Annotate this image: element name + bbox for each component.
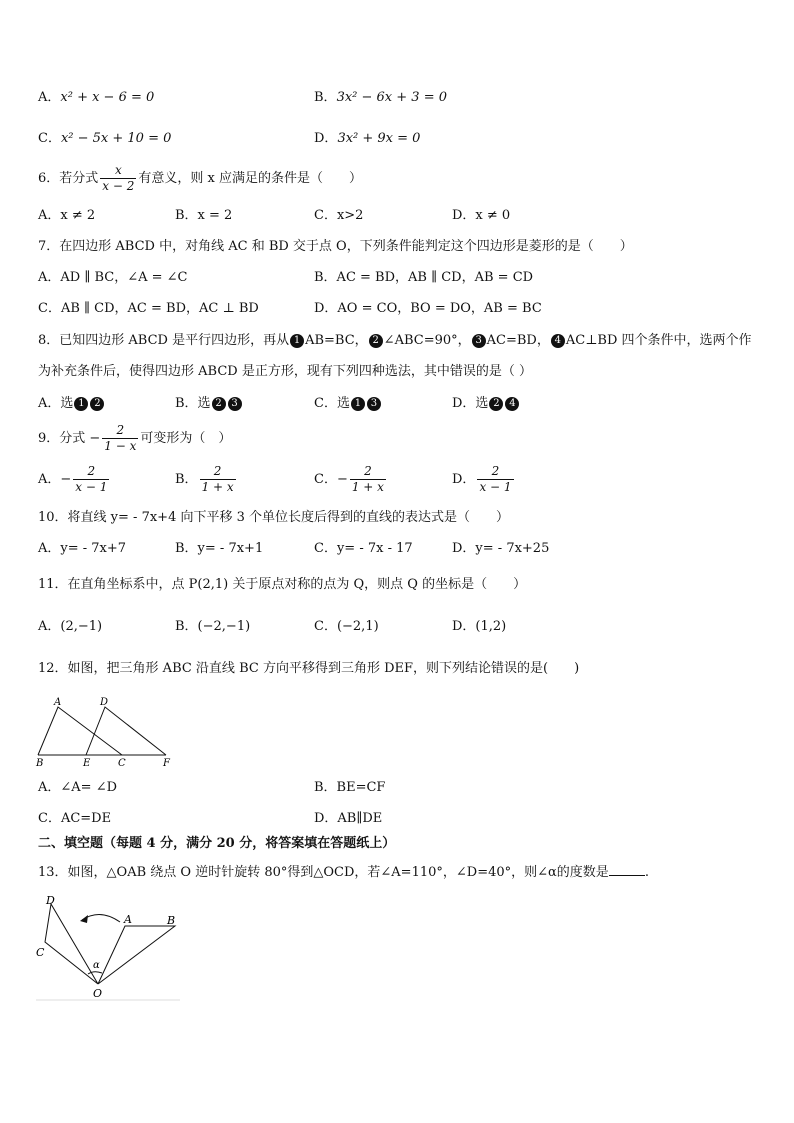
q10-option-b: B．y= - 7x+1 xyxy=(175,541,264,556)
q9-fraction xyxy=(102,423,138,454)
circled-number-2: 2 xyxy=(369,334,383,348)
q11-option-d: D．(1,2) xyxy=(452,619,507,634)
q10-option-a: A．y= - 7x+7 xyxy=(38,541,127,556)
fraction-denominator: 1 − x xyxy=(104,439,137,453)
circled-number: 3 xyxy=(228,397,242,411)
option-label: C．− xyxy=(314,472,348,487)
label-e: E xyxy=(83,758,91,767)
circled-number-3: 3 xyxy=(472,334,486,348)
label-alpha: α xyxy=(93,960,100,971)
q11-option-b: B．(−2,−1) xyxy=(175,619,251,634)
q11-option-c: C．(−2,1) xyxy=(314,619,379,634)
label-c: C xyxy=(118,758,126,767)
option-fraction xyxy=(73,464,109,495)
q6-option-c: C．x>2 xyxy=(314,208,364,223)
q8-option-a xyxy=(38,396,105,412)
q9-stem xyxy=(38,423,231,454)
q6-stem xyxy=(38,163,362,194)
option-expression: 3x² − 6x + 3 = 0 xyxy=(336,90,447,105)
option-expression: x² − 5x + 10 = 0 xyxy=(60,131,172,146)
triangle-def xyxy=(86,707,166,755)
option-expression: x² + x − 6 = 0 xyxy=(60,90,155,105)
circled-number: 4 xyxy=(505,397,519,411)
option-fraction xyxy=(477,464,513,495)
option-label: A． xyxy=(38,90,61,105)
section-heading: 二、填空题（每题 4 分，满分 20 分，将答案填在答题纸上） xyxy=(38,836,396,851)
q5-option-a xyxy=(38,90,154,106)
fraction-denominator: 1 + x xyxy=(201,480,234,494)
q8-option-b xyxy=(175,396,243,412)
q13-rotation-figure xyxy=(34,890,182,1002)
q8-option-c xyxy=(314,396,382,412)
q5-option-c xyxy=(38,131,171,147)
q13-stem xyxy=(38,863,649,881)
option-label: C． xyxy=(38,131,61,146)
q7-option-a: A．AD ∥ BC，∠A = ∠C xyxy=(38,270,188,285)
fraction-numerator: 2 xyxy=(200,464,236,480)
q8-line1-suffix: AC⊥BD 四个条件中，选两个作 xyxy=(565,333,752,348)
fraction-numerator: x xyxy=(100,163,136,179)
q6-stem-suffix: 有意义，则 x 应满足的条件是（ ） xyxy=(138,171,362,186)
label-b: B xyxy=(36,758,44,767)
q9-stem-prefix: 9．分式 − xyxy=(38,431,101,446)
circled-number-1: 1 xyxy=(290,334,304,348)
q13-stem-end: . xyxy=(644,865,649,880)
q8-option-d xyxy=(452,396,520,412)
q9-option-b xyxy=(175,464,238,495)
q12-translation-figure xyxy=(34,695,174,767)
angle-alpha-arc xyxy=(88,972,102,974)
fraction-numerator: 2 xyxy=(102,423,138,439)
circled-number: 2 xyxy=(90,397,104,411)
fraction-denominator: x − 2 xyxy=(102,179,135,193)
circled-number: 2 xyxy=(489,397,503,411)
q7-stem: 7．在四边形 ABCD 中，对角线 AC 和 BD 交于点 O，下列条件能判定这个四边形是菱形的是（ ） xyxy=(38,239,633,254)
option-label: D．选 xyxy=(452,396,489,411)
fraction-denominator: 1 + x xyxy=(351,480,384,494)
circled-number-4: 4 xyxy=(551,334,565,348)
label-c: C xyxy=(36,946,45,959)
option-expression: 3x² + 9x = 0 xyxy=(337,131,421,146)
circled-number: 3 xyxy=(367,397,381,411)
label-b: B xyxy=(167,914,176,927)
circled-number: 1 xyxy=(74,397,88,411)
fraction-numerator: 2 xyxy=(350,464,386,480)
option-label: B．选 xyxy=(175,396,211,411)
q6-option-a: A．x ≠ 2 xyxy=(38,208,96,223)
q6-option-d: D．x ≠ 0 xyxy=(452,208,511,223)
circled-number: 2 xyxy=(212,397,226,411)
fraction-denominator: x − 1 xyxy=(75,480,108,494)
triangle-oab xyxy=(98,926,175,984)
q11-option-a: A．(2,−1) xyxy=(38,619,103,634)
q12-option-b: B．BE=CF xyxy=(314,780,386,795)
answer-blank[interactable] xyxy=(609,863,645,876)
option-label: A．选 xyxy=(38,396,74,411)
q9-option-c xyxy=(314,464,388,495)
q8-stem-line1 xyxy=(38,333,752,349)
q10-stem: 10．将直线 y= - 7x+4 向下平移 3 个单位长度后得到的直线的表达式是（ ） xyxy=(38,510,510,525)
q5-option-d xyxy=(314,131,420,147)
q7-option-d: D．AO = CO，BO = DO，AB = BC xyxy=(314,301,542,316)
q12-option-c: C．AC=DE xyxy=(38,811,112,826)
q6-option-b: B．x = 2 xyxy=(175,208,233,223)
circled-number: 1 xyxy=(351,397,365,411)
label-f: F xyxy=(163,758,170,767)
option-label: D． xyxy=(452,472,476,487)
q10-option-d: D．y= - 7x+25 xyxy=(452,541,550,556)
q12-option-a: A．∠A= ∠D xyxy=(38,780,118,795)
q7-option-c: C．AB ∥ CD，AC = BD，AC ⊥ BD xyxy=(38,301,259,316)
label-a: A xyxy=(124,913,132,926)
label-o: O xyxy=(93,987,103,1000)
q6-stem-prefix: 6．若分式 xyxy=(38,171,99,186)
q12-stem: 12．如图，把三角形 ABC 沿直线 BC 方向平移得到三角形 DEF，则下列结论错误的是( ) xyxy=(38,661,580,676)
q13-stem-text: 13．如图，△OAB 绕点 O 逆时针旋转 80°得到△OCD，若∠A=110°，∠D=40°，则∠α的度数是 xyxy=(38,865,609,880)
fraction-numerator: 2 xyxy=(73,464,109,480)
q8-condition-1: AB=BC， xyxy=(305,333,368,348)
label-d: D xyxy=(46,894,55,907)
q9-option-d xyxy=(452,464,516,495)
arrow-head-icon xyxy=(80,915,88,923)
triangle-abc xyxy=(38,707,122,755)
q9-stem-suffix: 可变形为（ ） xyxy=(140,431,232,446)
option-label: A．− xyxy=(38,472,72,487)
q10-option-c: C．y= - 7x - 17 xyxy=(314,541,413,556)
q8-stem-line2: 为补充条件后，使得四边形 ABCD 是正方形，现有下列四种选法，其中错误的是（ ） xyxy=(38,364,532,379)
option-fraction xyxy=(200,464,236,495)
option-label: B． xyxy=(175,472,198,487)
q5-option-b xyxy=(314,90,447,106)
q6-fraction xyxy=(100,163,136,194)
q8-line1-prefix: 8．已知四边形 ABCD 是平行四边形，再从 xyxy=(38,333,290,348)
option-fraction xyxy=(350,464,386,495)
label-a: A xyxy=(54,697,62,708)
q9-option-a xyxy=(38,464,111,495)
q11-stem: 11．在直角坐标系中，点 P(2,1) 关于原点对称的点为 Q，则点 Q 的坐标是（ ） xyxy=(38,577,527,592)
q7-option-b: B．AC = BD，AB ∥ CD，AB = CD xyxy=(314,270,534,285)
option-label: D． xyxy=(314,131,338,146)
fraction-denominator: x − 1 xyxy=(479,480,512,494)
option-label: C．选 xyxy=(314,396,350,411)
label-d: D xyxy=(100,697,109,708)
option-label: B． xyxy=(314,90,337,105)
q12-option-d: D．AB∥DE xyxy=(314,811,383,826)
q8-condition-3: AC=BD， xyxy=(486,333,550,348)
q8-condition-2: ∠ABC=90°， xyxy=(383,333,471,348)
fraction-numerator: 2 xyxy=(477,464,513,480)
